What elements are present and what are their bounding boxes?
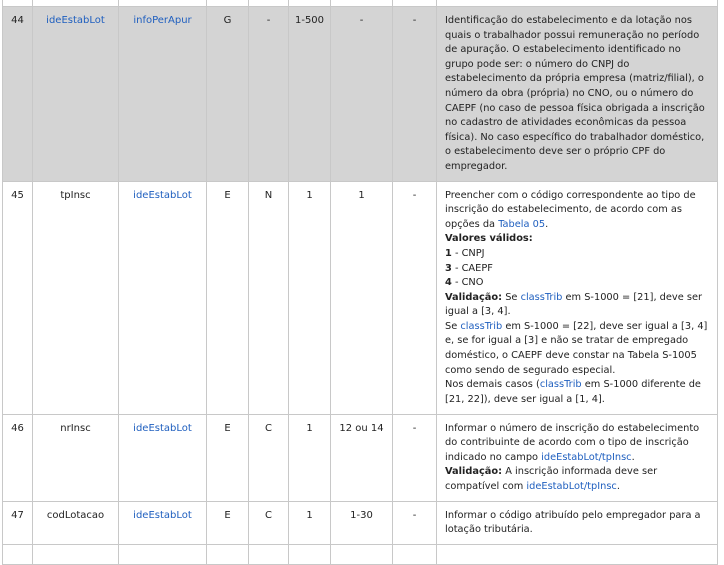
classtrib-link[interactable]: classTrib [539,379,582,391]
description-cell [437,181,718,414]
row-number: 44 [3,7,33,182]
field-table [2,0,718,565]
occur-cell: 1-500 [289,7,331,182]
dec-cell: 12 ou 14 [331,414,393,501]
desc-intro: Informar o número de inscrição do estabelecimento do contribuinte de acordo com o tipo de inscrição indicado no campo ideEstabLot/tpInsc. [445,422,700,463]
format-cell: - [393,501,437,544]
value-item: 1 - CNPJ [445,247,485,259]
type-cell: E [207,501,249,544]
desc-intro: Preencher com o código correspondente ao tipo de inscrição do estabelecimento, de acordo com as opções da Tabela 05. [445,189,696,230]
classtrib-link[interactable]: classTrib [460,320,503,332]
dec-cell: - [331,7,393,182]
tpinsc-link[interactable]: ideEstabLot/tpInsc [541,451,632,463]
occur-cell: 1 [289,181,331,414]
parent-link[interactable]: ideEstabLot [119,181,207,414]
occur-cell: 1 [289,414,331,501]
description-cell: Identificação do estabelecimento e da lotação nos quais o trabalhador possui remuneração no período de apuração. O estabelecimento identificado no grupo pode ser: o número do CNPJ do estabelecimento da própria empresa (matriz/filial), o número da obra (própria) no CNO, ou o número do CAEPF (no caso de pessoa física obrigada a inscrição no cadastro de atividades econômicas da pessoa física). No caso específico do trabalhador doméstico, o estabelecimento deve ser o próprio CPF do empregador. [437,7,718,182]
field-name: codLotacao [33,501,119,544]
table-row [3,7,718,182]
validation: Validação: A inscrição informada deve ser compatível com ideEstabLot/tpInsc. [445,466,658,492]
row-number: 46 [3,414,33,501]
type-cell: E [207,181,249,414]
value-item: 4 - CNO [445,277,484,289]
format-cell: - [393,414,437,501]
size-cell: C [249,414,289,501]
classtrib-link[interactable]: classTrib [520,291,563,303]
description-cell: Informar o código atribuído pelo empregador para a lotação tributária. [437,501,718,544]
size-cell: C [249,501,289,544]
field-name: nrInsc [33,414,119,501]
row-number: 47 [3,501,33,544]
parent-link[interactable]: ideEstabLot [119,414,207,501]
format-cell: - [393,181,437,414]
validation-2: Se classTrib em S-1000 = [22], deve ser igual a [3, 4] e, se for igual a [3] e não se tratar de empregado doméstico, o CAEPF deve constar na Tabela S-1005 como sendo de segurado especial. [445,320,708,376]
valid-values-title: Valores válidos: [445,233,533,245]
validation-1: Validação: Se classTrib em S-1000 = [21], deve ser igual a [3, 4]. [445,291,703,318]
tpinsc-link[interactable]: ideEstabLot/tpInsc [526,480,617,492]
table-row [3,181,718,414]
validation-3: Nos demais casos (classTrib em S-1000 diferente de [21, 22]), deve ser igual a [1, 4]. [445,379,701,405]
description-cell [437,414,718,501]
table-row [3,414,718,501]
dec-cell: 1 [331,181,393,414]
table-row [3,501,718,544]
size-cell: N [249,181,289,414]
value-item: 3 - CAEPF [445,262,493,274]
size-cell: - [249,7,289,182]
format-cell: - [393,7,437,182]
parent-link[interactable]: ideEstabLot [119,501,207,544]
dec-cell: 1-30 [331,501,393,544]
type-cell: E [207,414,249,501]
type-cell: G [207,7,249,182]
parent-link[interactable]: infoPerApur [119,7,207,182]
table05-link[interactable]: Tabela 05 [498,218,546,230]
row-number: 45 [3,181,33,414]
field-link[interactable]: ideEstabLot [33,7,119,182]
field-name: tpInsc [33,181,119,414]
table-row-next [3,544,718,564]
occur-cell: 1 [289,501,331,544]
